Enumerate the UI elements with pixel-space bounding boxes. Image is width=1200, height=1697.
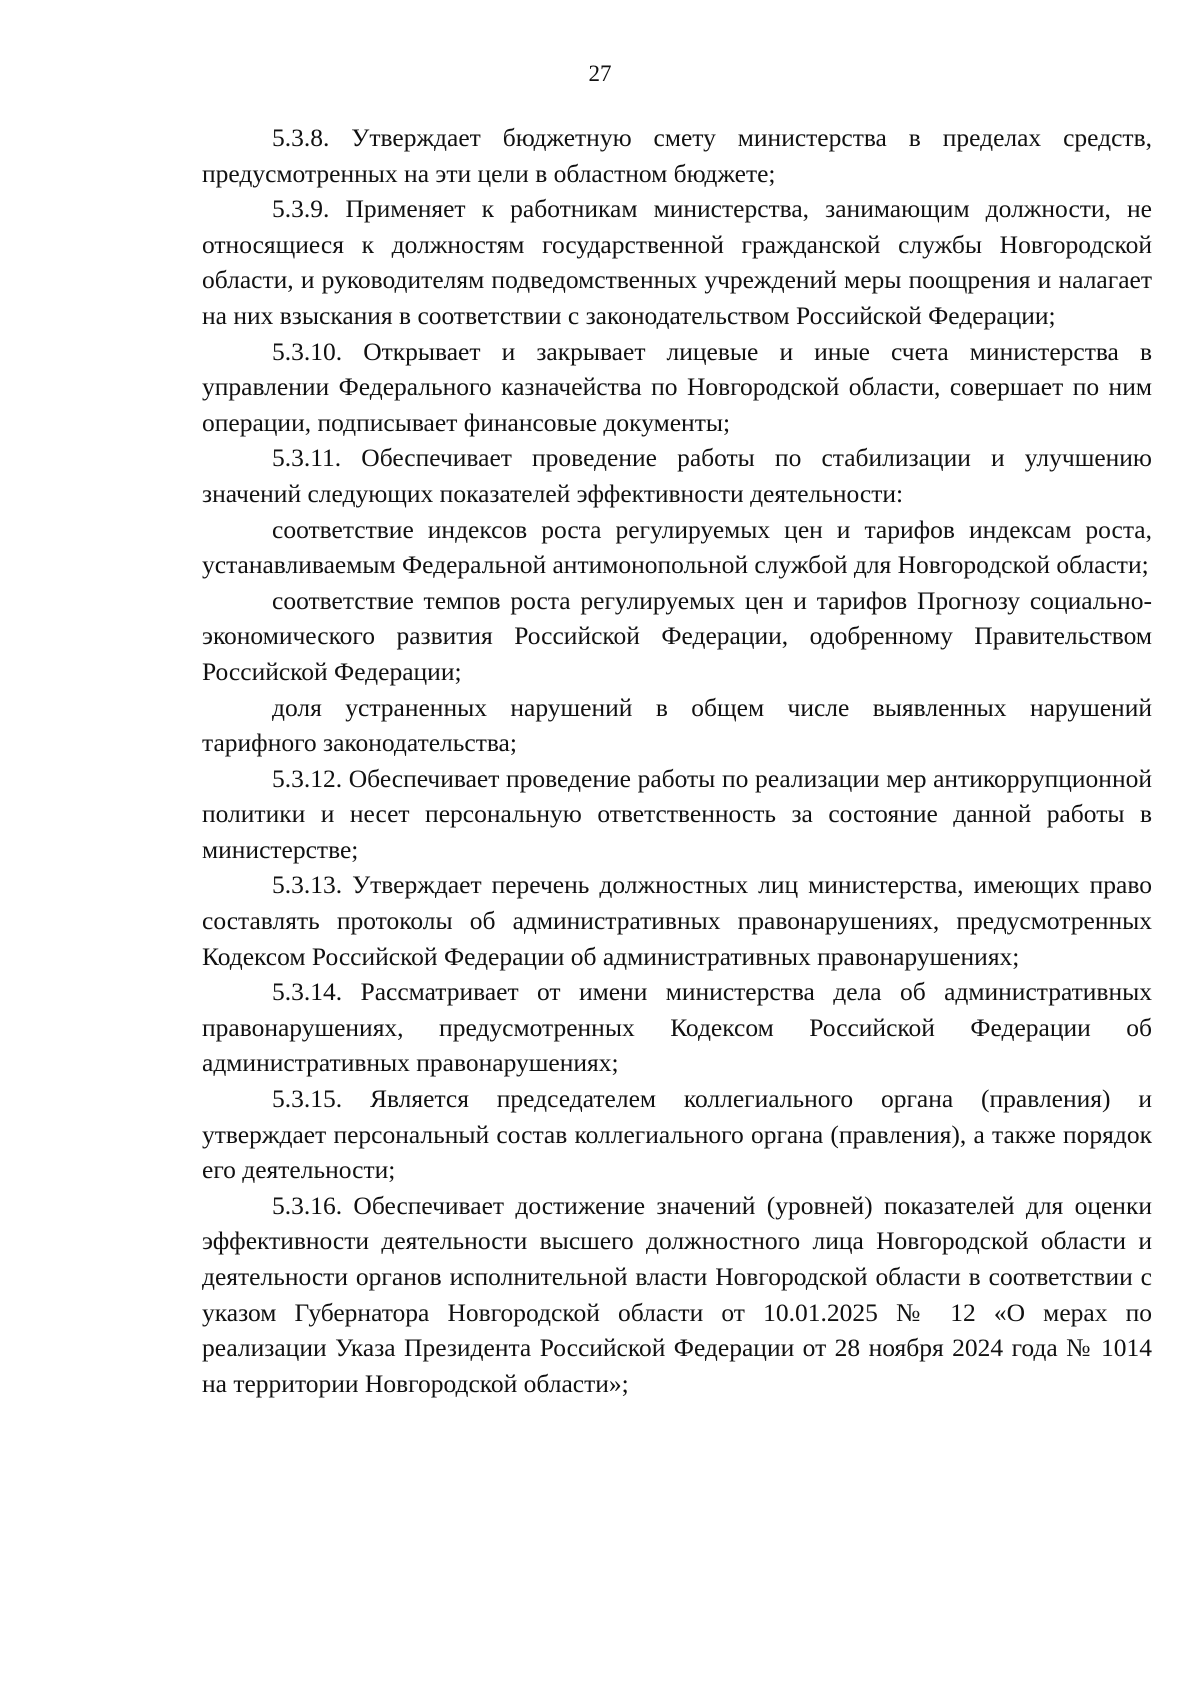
indicator-paragraph: доля устраненных нарушений в общем числе выявленных нарушений тарифного законодательства; (202, 692, 1152, 758)
indicator-paragraph: соответствие темпов роста регулируемых цен и тарифов Прогнозу социально-экономического развития Российской Федерации, одобренному Правительством Российской Федерации; (202, 585, 1152, 686)
page-number: 27 (588, 61, 612, 86)
paragraph-5-3-12: 5.3.12. Обеспечивает проведение работы по реализации мер антикоррупционной политики и несет персональную ответственность за состояние данной работы в министерстве; (202, 763, 1152, 864)
indicator-paragraph: соответствие индексов роста регулируемых цен и тарифов индексам роста, устанавливаемым Федеральной антимонопольной службой для Новгородской области; (202, 514, 1152, 580)
paragraph-5-3-14: 5.3.14. Рассматривает от имени министерства дела об административных правонарушениях, предусмотренных Кодексом Российской Федерации об административных правонарушениях; (202, 977, 1152, 1078)
paragraph-5-3-10: 5.3.10. Открывает и закрывает лицевые и иные счета министерства в управлении Федерального казначейства по Новгородской области, совершает по ним операции, подписывает финансовые документы; (202, 336, 1152, 437)
paragraph-5-3-13: 5.3.13. Утверждает перечень должностных лиц министерства, имеющих право составлять протоколы об административных правонарушениях, предусмотренных Кодексом Российской Федерации об административных правонарушениях; (202, 870, 1152, 971)
paragraph-5-3-11: 5.3.11. Обеспечивает проведение работы по стабилизации и улучшению значений следующих показателей эффективности деятельности: (202, 443, 1152, 508)
paragraph-5-3-8: 5.3.8. Утверждает бюджетную смету министерства в пределах средств, предусмотренных на эти цели в областном бюджете; (202, 123, 1152, 188)
page-body (202, 120, 1152, 1401)
paragraph-5-3-9: 5.3.9. Применяет к работникам министерства, занимающим должности, не относящиеся к должностям государственной гражданской службы Новгородской области, и руководителям подведомственных учреждений меры поощрения и налагает на них взыскания в соответствии с законодательством Российской Федерации; (202, 194, 1152, 330)
paragraph-5-3-16: 5.3.16. Обеспечивает достижение значений (уровней) показателей для оценки эффективности деятельности высшего должностного лица Новгородской области и деятельности органов исполнительной власти Новгородской области в соответствии с указом Губернатора Новгородской области от 10.01.2025 № 12 «О мерах по реализации Указа Президента Российской Федерации от 28 ноября 2024 года № 1014 на территории Новгородской области»; (202, 1190, 1152, 1398)
paragraph-5-3-15: 5.3.15. Является председателем коллегиального органа (правления) и утверждает персональный состав коллегиального органа (правления), а также порядок его деятельности; (202, 1084, 1152, 1185)
